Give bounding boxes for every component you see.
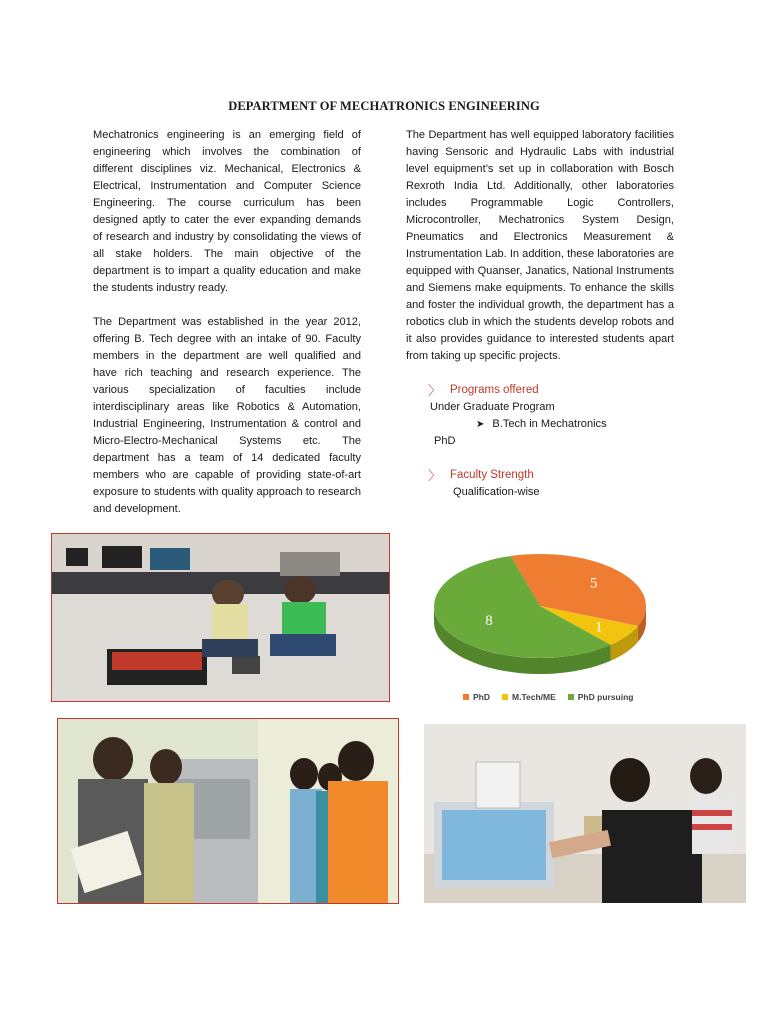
btech-program-item [406,416,674,433]
left-column [93,127,361,535]
legend-swatch-phd [463,694,469,700]
faculty-strength-pie-chart [432,544,658,709]
robotics-lab-photo [51,533,390,702]
faculty-strength-label: Faculty Strength [450,469,534,481]
legend-item-phd-pursuing [568,692,634,702]
page-title: DEPARTMENT OF MECHATRONICS ENGINEERING [228,99,540,113]
faculty-strength-heading [406,467,674,484]
intro-paragraph: Mechatronics engineering is an emerging field of engineering which involves the combination of different disciplines viz. Mechanical, Electronics & Electrical, Instrumentation and Computer Science Engineering. The course curriculum has been designed aptly to cater the ever expanding demands of research and industry by consolidating the views of all stake holders. The main objective of the department is to impart a quality education and make the students industry ready. [93,129,361,294]
legend-label-phd: PhD [473,692,490,702]
laboratory-paragraph: The Department has well equipped laboratory facilities having Sensoric and Hydraulic Labs with industrial level equipment’s set up in collaboration with Bosch Rexroth India Ltd. Additionally, other laboratories includes Programmable Logic Controllers, Microcontroller, Mechatronics System Design, Pneumatics and Electronics Measurement & Instrumentation Lab. In addition, these laboratories are equipped with Quanser, Janatics, National Instruments and Siemens make equipments. To enhance the skills and foster the individual growth, the department has a robotics club in which the students develop robots and it also provides guidance to interested students apart from taking up specific projects. [406,129,674,362]
qualification-wise-label: Qualification-wise [453,486,540,498]
programs-offered-heading [406,382,674,399]
pie-data-label-2: 8 [485,612,493,629]
arrowhead-icon: ➤ [476,419,485,430]
legend-swatch-phd-pursuing [568,694,574,700]
chevron-right-icon: 〉 [428,383,442,398]
legend-label-phd-pursuing: PhD pursuing [577,692,634,702]
legend-item-mtech [502,692,556,702]
undergraduate-program-label: Under Graduate Program [430,401,555,413]
chevron-right-icon: 〉 [428,468,442,483]
sensor-lab-photo [424,724,746,903]
legend-swatch-mtech [502,694,508,700]
legend-item-phd [463,692,490,702]
programs-offered-label: Programs offered [450,384,539,396]
pie-data-label-1: 1 [595,619,603,636]
btech-program-label: B.Tech in Mechatronics [492,418,607,430]
hydraulics-lab-photo [57,718,399,904]
right-column [406,127,674,501]
phd-program-label: PhD [434,435,456,447]
chart-legend [463,692,634,702]
pie-data-label-0: 5 [590,575,598,592]
legend-label-mtech: M.Tech/ME [512,692,556,702]
history-paragraph: The Department was established in the year 2012, offering B. Tech degree with an intake of 90. Faculty members in the department are well qualified and have rich teaching and research experience. The various specialization of faculties include interdisciplinary areas like Robotics & Automation, Industrial Engineering, Instrumentation & control and Micro-Electro-Mechanical Systems etc. The department has a team of 14 dedicated faculty members who are capable of providing state-of-art exposure to students with quality approach to research and development. [93,316,361,515]
